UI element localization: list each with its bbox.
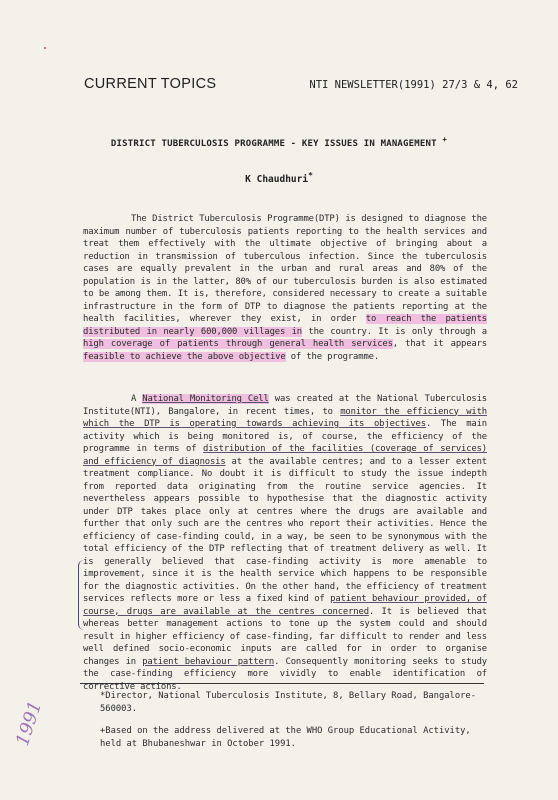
ink-speck <box>44 47 46 49</box>
footnote-source: +Based on the address delivered at the WHO Group Educational Activity, held at Bhubaneshwar in October 1991. <box>100 726 471 749</box>
para1-text-a: The District Tuberculosis Programme(DTP) is designed to diagnose the maximum number of tuberculosis patients reporting to the health services and treat them effectively with the ultimate objective of bringing about a reduction in transmission of tuberculous infection. Since the tuberculosis cases are equally prevalent in the urban and rural areas and 80% of the population is in the latter, 80% of our tuberculosis burden is also estimated to be among them. It is, therefore, considered necessary to create a suitable infrastructure in the form of DTP to diagnose the patients reporting at the health facilities, wherever they exist, in order <box>83 214 487 324</box>
author-line <box>0 171 558 185</box>
page-header <box>84 78 518 96</box>
para2-text-e: . It is believed that whereas better management actions to tone up the system could and should result in higher efficiency of case-finding, far difficult to render and less well defined socio-economic inputs are called for in order to organise changes in <box>83 606 487 667</box>
footnote-divider <box>80 683 484 684</box>
highlight-villages: to reach the patients distributed in nearly 600,000 villages in <box>83 314 487 337</box>
paragraph-2 <box>83 393 487 693</box>
para2-text-c: . The main activity which is being monitored is, of course, the efficiency of the programme in terms of <box>83 419 488 454</box>
paragraph-2-text <box>83 393 487 693</box>
article-title-text: DISTRICT TUBERCULOSIS PROGRAMME - KEY ISSUES IN MANAGEMENT <box>110 139 437 149</box>
underline-distribution: distribution of the facilities (coverage of services) and efficiency of diagnosis <box>83 444 487 467</box>
para2-text-d: at the available centres; and to a lesser extent treatment compliance. No doubt it is difficult to study the issue indepth from reported data originating from the routine service agencies. It nevertheless appears possible to hypothesise that the diagnostic activity under DTP takes place only at centres where the drugs are available and further that only such are the centres who report their activities. Hence the efficiency of case-finding could, in a way, be seen to be synonymous with the total efficiency of the DTP reflecting that of treatment delivery as well. It is generally believed that case-finding activity is more amenable to improvement, since it is the health service which happens to be responsible for the diagnostic activities. On the other hand, the efficiency of treatment services reflects more or less a fixed kind of <box>83 456 487 604</box>
author-name: K Chaudhuri <box>245 174 309 186</box>
underline-efficiency: monitor the efficiency with which the DTP is operating towards achieving its objectives <box>83 406 487 429</box>
article-title <box>0 135 558 149</box>
title-footnote-mark: + <box>442 135 448 144</box>
underline-patient-behaviour: patient behaviour provided, of course, drugs are available at the centres concerned <box>83 594 487 617</box>
para2-text-f: . Consequently monitoring seeks to study the case-finding efficiency more vividly to enable identification of corrective actions. <box>83 656 487 692</box>
highlight-objective: feasible to achieve the above objective <box>83 351 286 362</box>
para1-text-c: , that it appears <box>392 339 487 349</box>
section-label: CURRENT TOPICS <box>84 76 217 92</box>
paragraph-1-text <box>83 213 487 363</box>
highlight-coverage: high coverage of patients through general health services <box>83 339 393 349</box>
para1-text-b: the country. It is only through a <box>301 326 487 337</box>
paragraph-1 <box>83 213 487 363</box>
para2-text-b: was created at the National Tuberculosis Institute(NTI), Bangalore, in recent times, to <box>83 394 488 417</box>
handwritten-note: 1991 <box>12 698 47 749</box>
footnote-author: *Director, National Tuberculosis Institute, 8, Bellary Road, Bangalore-560003. <box>100 691 477 714</box>
author-footnote-mark: * <box>308 171 313 180</box>
para2-text-a: A <box>131 394 143 404</box>
underline-behaviour-pattern: patient behaviour pattern <box>142 656 275 667</box>
highlight-monitoring-cell: National Monitoring Cell <box>142 394 269 404</box>
para1-text-d: of the programme. <box>285 351 380 362</box>
journal-reference: NTI NEWSLETTER(1991) 27/3 & 4, 62 <box>309 79 518 91</box>
